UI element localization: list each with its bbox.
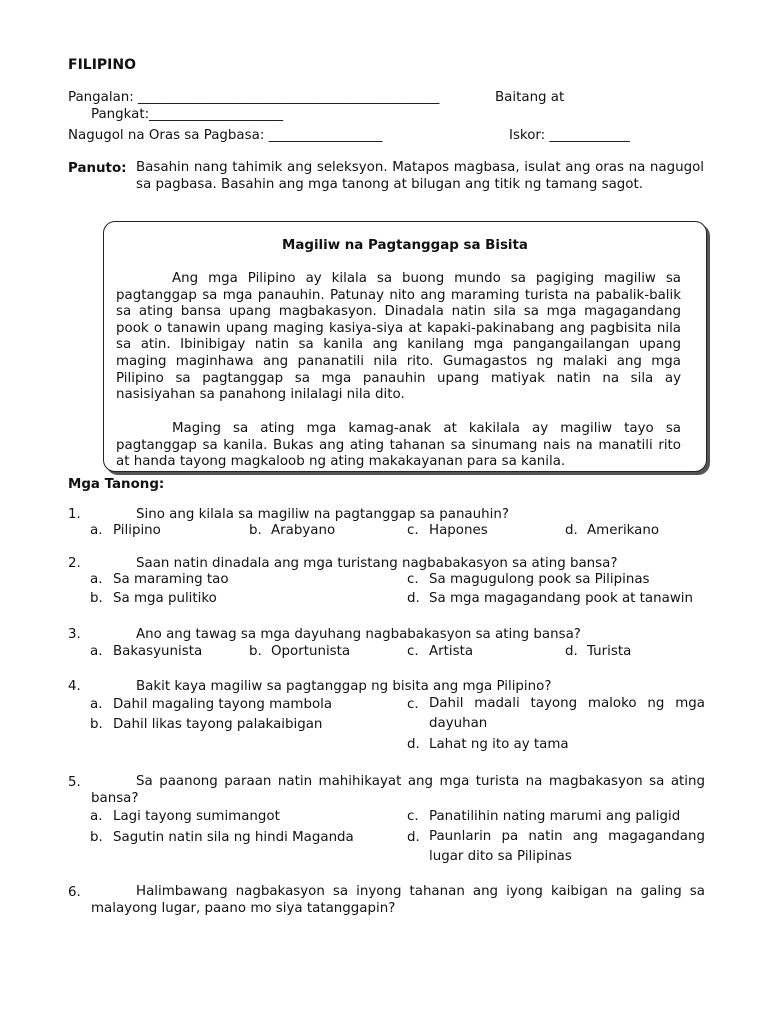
choice-letter[interactable]: a. bbox=[90, 697, 103, 712]
choice-letter[interactable]: b. bbox=[90, 717, 103, 732]
question-number: 1. bbox=[68, 507, 81, 522]
question-text: Sino ang kilala sa magiliw na pagtanggap sa panauhin? bbox=[136, 507, 509, 522]
question-text: Halimbawang nagbakasyon sa inyong tahanan ang iyong kaibigan na galing sa malayong lugar, paano mo siya tatanggapin? bbox=[91, 884, 705, 916]
choice-text: Hapones bbox=[429, 523, 488, 538]
section-field-line[interactable]: Pangkat:____________________ bbox=[91, 107, 284, 122]
choice-letter[interactable]: d. bbox=[407, 737, 420, 752]
question-number: 3. bbox=[68, 627, 81, 642]
choice-text: Lagi tayong sumimangot bbox=[113, 809, 280, 824]
question-number: 4. bbox=[68, 679, 81, 694]
grade-label: Baitang at bbox=[495, 90, 565, 105]
choice-letter[interactable]: b. bbox=[249, 523, 262, 538]
choice-letter[interactable]: c. bbox=[407, 697, 419, 712]
subject-title: FILIPINO bbox=[68, 57, 136, 73]
choice-letter[interactable]: d. bbox=[407, 591, 420, 606]
choice-letter[interactable]: d. bbox=[565, 644, 578, 659]
choice-letter[interactable]: a. bbox=[90, 644, 103, 659]
choice-letter[interactable]: d. bbox=[407, 830, 420, 845]
choice-text: Sagutin natin sila ng hindi Maganda bbox=[113, 830, 354, 845]
choice-text: Panatilihin nating marumi ang paligid bbox=[429, 809, 681, 824]
story-paragraph-2: Maging sa ating mga kamag-anak at kakilala ay magiliw tayo sa pagtanggap sa kanila. Bukas ang ating tahanan sa sinumang nais na manatili rito at handa tayong magkaloob ng ating makakayanan para sa kanila. bbox=[116, 421, 681, 470]
choice-letter[interactable]: b. bbox=[90, 591, 103, 606]
choice-text: Sa magugulong pook sa Pilipinas bbox=[429, 572, 650, 587]
story-paragraph-1: Ang mga Pilipino ay kilala sa buong mundo sa pagiging magiliw sa pagtanggap sa mga panauhin. Patunay nito ang maraming turista na pabalik-balik sa ating bansa upang magbakasyon. Dinadala natin sila sa mga magagandang pook o tanawin upang maging kasiya-siya at kapaki-pakinabang ang pagbisita nila sa atin. Ibinibigay natin sa kanila ang kanilang mga pangangailangan upang maging maginhawa ang pananatili nila rito. Gumagastos ng malaki ang mga Pilipino sa pagtanggap sa mga panauhin upang matiyak natin na sila ay nasisiyahan sa panahong inilalagi nila dito. bbox=[116, 271, 681, 403]
instructions-label: Panuto: bbox=[68, 161, 127, 176]
choice-letter[interactable]: b. bbox=[90, 830, 103, 845]
name-field-line[interactable]: Pangalan: _____________________________________________ bbox=[68, 90, 440, 105]
choice-text: Oportunista bbox=[271, 644, 351, 659]
choice-text: Sa mga pulitiko bbox=[113, 591, 217, 606]
choice-text: Dahil madali tayong maloko ng mga dayuhan bbox=[429, 696, 705, 731]
question-text: Saan natin dinadala ang mga turistang nagbabakasyon sa ating bansa? bbox=[136, 556, 618, 571]
question-text: Bakit kaya magiliw sa pagtanggap ng bisita ang mga Pilipino? bbox=[136, 679, 552, 694]
choice-letter[interactable]: c. bbox=[407, 644, 419, 659]
choice-text: Dahil likas tayong palakaibigan bbox=[113, 717, 323, 732]
questions-heading: Mga Tanong: bbox=[68, 477, 165, 492]
reading-time-field-line[interactable]: Nagugol na Oras sa Pagbasa: _________________ bbox=[68, 128, 383, 143]
choice-text: Pilipino bbox=[113, 523, 161, 538]
choice-letter[interactable]: a. bbox=[90, 572, 103, 587]
question-number: 6. bbox=[68, 885, 81, 900]
choice-text: Amerikano bbox=[587, 523, 660, 538]
choice-letter[interactable]: c. bbox=[407, 809, 419, 824]
question-text: Ano ang tawag sa mga dayuhang nagbabakasyon sa ating bansa? bbox=[136, 627, 581, 642]
choice-text: Sa maraming tao bbox=[113, 572, 229, 587]
instructions-text: Basahin nang tahimik ang seleksyon. Matapos magbasa, isulat ang oras na nagugol sa pagbasa. Basahin ang mga tanong at bilugan ang titik ng tamang sagot. bbox=[136, 160, 704, 192]
story-title: Magiliw na Pagtanggap sa Bisita bbox=[282, 238, 528, 253]
choice-letter[interactable]: b. bbox=[249, 644, 262, 659]
choice-text: Paunlarin pa natin ang magagandang lugar dito sa Pilipinas bbox=[429, 829, 705, 864]
choice-letter[interactable]: d. bbox=[565, 523, 578, 538]
choice-letter[interactable]: c. bbox=[407, 572, 419, 587]
choice-text: Arabyano bbox=[271, 523, 336, 538]
choice-text: Bakasyunista bbox=[113, 644, 203, 659]
question-number: 5. bbox=[68, 775, 81, 790]
choice-text: Sa mga magagandang pook at tanawin bbox=[429, 591, 693, 606]
choice-text: Artista bbox=[429, 644, 474, 659]
question-text: Sa paanong paraan natin mahihikayat ang mga turista na magbakasyon sa ating bansa? bbox=[91, 774, 705, 806]
choice-letter[interactable]: a. bbox=[90, 523, 103, 538]
choice-letter[interactable]: a. bbox=[90, 809, 103, 824]
score-field-line[interactable]: Iskor: ____________ bbox=[509, 128, 630, 143]
question-number: 2. bbox=[68, 556, 81, 571]
choice-text: Turista bbox=[587, 644, 632, 659]
choice-letter[interactable]: c. bbox=[407, 523, 419, 538]
choice-text: Dahil magaling tayong mambola bbox=[113, 697, 333, 712]
choice-text: Lahat ng ito ay tama bbox=[429, 737, 569, 752]
